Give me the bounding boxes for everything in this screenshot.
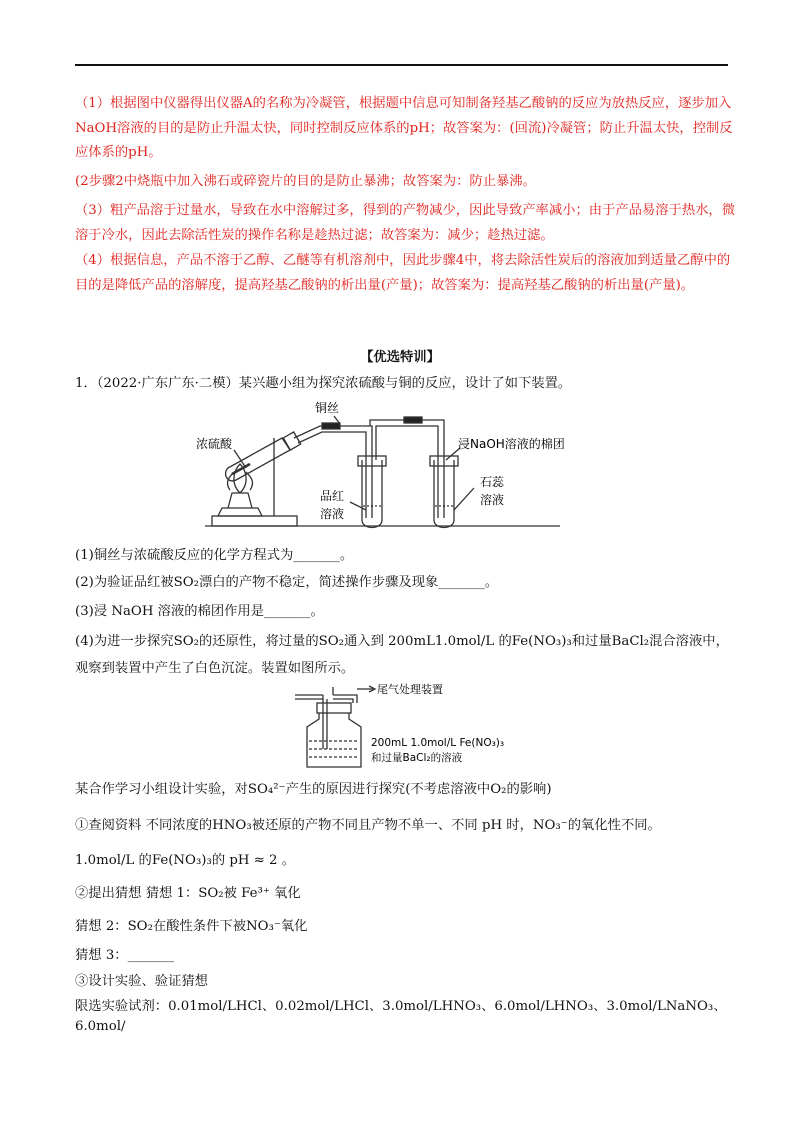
formula-hno3: HNO₃ xyxy=(212,818,252,833)
info-1-c: 的氧化性不同。 xyxy=(567,818,661,833)
answer-paragraph-2: (2步骤2中烧瓶中加入沸石或碎瓷片的目的是防止暴沸；故答案为：防止暴沸。 xyxy=(75,174,536,189)
label-cotton: 浸NaOH溶液的棉团 xyxy=(458,437,565,451)
question-text: 某兴趣小组为探究浓硫酸与铜的反应，设计了如下装置。 xyxy=(238,376,572,391)
apparatus-figure xyxy=(190,398,565,540)
info-2-a: 1.0mol/L 的 xyxy=(75,853,152,868)
question-source: （2022·广东广东·二模） xyxy=(96,376,239,391)
reagent-list: 限选实验试剂：0.01mol/LHCl、0.02mol/LHCl、3.0mol/LHNO₃、6.0mol/LHNO₃、3.0mol/LNaNO₃、6.0mol/ xyxy=(75,999,727,1034)
guess-1-b: 被 Fe³⁺ 氧化 xyxy=(223,886,301,901)
q1-part-2 xyxy=(75,573,735,593)
formula-so2: SO₂ xyxy=(198,886,224,901)
label-pinhong-1: 品红 xyxy=(320,489,345,503)
explore-intro-c: 的影响) xyxy=(506,782,552,797)
answer-paragraph-3: （3）粗产品溶于过量水，导致在水中溶解过多，得到的产物减少，因此导致产率减小；由于产品易溶于热水，微溶于冷水，因此去除活性炭的操作名称是趁热过滤；故答案为：减少；趁热过滤。 xyxy=(75,203,736,243)
info-line-2 xyxy=(75,851,735,871)
formula-so2: SO₂ xyxy=(127,919,153,934)
label-litmus-2: 溶液 xyxy=(480,493,505,507)
formula-bacl2: BaCl₂ xyxy=(611,634,650,649)
label-tail-gas: 尾气处理装置 xyxy=(377,683,443,696)
q1-part-4-d: 和过量 xyxy=(571,634,612,649)
q1-part-4-b: 的还原性，将过量的 xyxy=(198,634,319,649)
info-line-1 xyxy=(75,816,735,836)
q1-part-2-b: 漂白的产物不稳定，简述操作步骤及现象_______。 xyxy=(198,575,499,590)
design-step: ③设计实验、验证猜想 xyxy=(75,974,208,989)
label-solution-1: 200mL 1.0mol/L Fe(NO₃)₃ xyxy=(371,737,505,749)
formula-no3: NO₃⁻ xyxy=(532,818,568,833)
label-copper-wire: 铜丝 xyxy=(315,401,340,415)
q1-part-2-a: (2)为验证品红被 xyxy=(75,575,174,590)
guess-2-c: 氧化 xyxy=(280,919,308,934)
q1-part-4-line2: 观察到装置中产生了白色沉淀。装置如图所示。 xyxy=(75,661,355,676)
bottle-figure xyxy=(295,683,525,773)
answer-paragraph-4: （4）根据信息，产品不溶于乙醇、乙醚等有机溶剂中，因此步骤4中，将去除活性炭后的溶液加到适量乙醇中的目的是降低产品的溶解度，提高羟基乙酸钠的析出量(产量)；故答案为：提高羟基乙酸钠的析出量(产量)。 xyxy=(75,253,731,293)
explore-intro-a: 某合作学习小组设计实验，对 xyxy=(75,782,248,797)
question-number: 1． xyxy=(75,376,97,391)
label-litmus-1: 石蕊 xyxy=(480,475,505,489)
guess-1 xyxy=(75,884,735,904)
label-solution-2: 和过量BaCl₂的溶液 xyxy=(371,752,463,764)
formula-so4: SO₄²⁻ xyxy=(247,782,286,797)
formula-so2: SO₂ xyxy=(173,575,199,590)
formula-no3: NO₃⁻ xyxy=(246,919,281,934)
explore-intro-b: 产生的原因进行探究(不考虑溶液中 xyxy=(285,782,491,797)
info-1-b: 被还原的产物不同且产物不单一、不同 pH 时， xyxy=(251,818,533,833)
explore-intro xyxy=(75,780,735,800)
guess-2 xyxy=(75,917,735,937)
answer-paragraph-1: （1）根据图中仪器得出仪器A的名称为冷凝管，根据题中信息可知制备羟基乙酸钠的反应为放热反应，逐步加入NaOH溶液的目的是防止升温太快，同时控制反应体系的pH；故答案为：(回流)冷凝管；防止升温太快，控制反应体系的pH。 xyxy=(75,96,733,160)
info-2-b: 的 pH ≈ 2 。 xyxy=(211,853,296,868)
q1-part-4 xyxy=(75,632,735,652)
top-rule xyxy=(75,64,728,66)
q1-part-3: (3)浸 NaOH 溶液的棉团作用是_______。 xyxy=(75,604,324,619)
guess-3: 猜想 3：_______ xyxy=(75,948,175,963)
info-1-a: ①查阅资料 不同浓度的 xyxy=(75,818,213,833)
formula-so2: SO₂ xyxy=(173,634,199,649)
q1-part-4-e: 混合溶液中， xyxy=(649,634,729,649)
guess-1-a: ②提出猜想 猜想 1： xyxy=(75,886,199,901)
formula-feno3: Fe(NO₃)₃ xyxy=(151,853,212,868)
question-1-stem xyxy=(75,374,735,394)
label-pinhong-2: 溶液 xyxy=(320,507,345,521)
q1-part-1: (1)铜丝与浓硫酸反应的化学方程式为_______。 xyxy=(75,548,354,563)
formula-o2: O₂ xyxy=(490,782,507,797)
q1-part-4-c: 通入到 200mL1.0mol/L 的 xyxy=(343,634,512,649)
label-conc-acid: 浓硫酸 xyxy=(196,437,233,451)
q1-part-4-a: (4)为进一步探究 xyxy=(75,634,174,649)
guess-2-b: 在酸性条件下被 xyxy=(152,919,246,934)
section-title: 【优选特训】 xyxy=(360,350,440,365)
formula-feno3: Fe(NO₃)₃ xyxy=(511,634,572,649)
guess-2-a: 猜想 2： xyxy=(75,919,128,934)
formula-so2: SO₂ xyxy=(318,634,344,649)
